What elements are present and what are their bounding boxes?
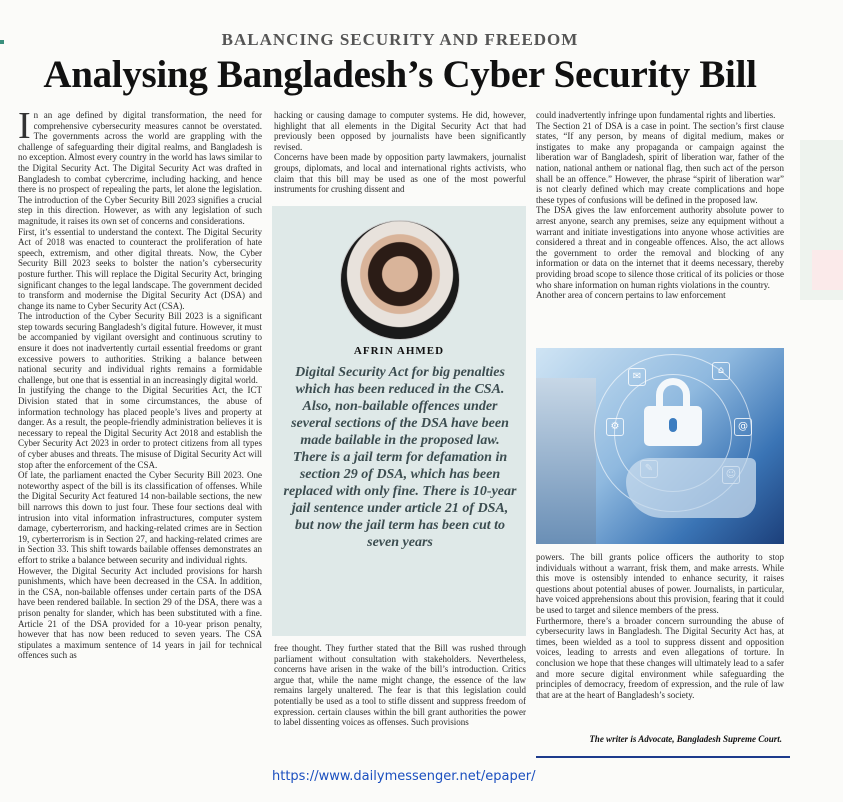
- hand-silhouette: [626, 458, 756, 518]
- article-paragraph: free thought. They further stated that the Bill was rushed through parliament without consultation with stakeholders. Nevertheless, concerns have arisen in the wake of the bill’s introduction. Critics argue that, while the name might change, the essence of the law remains largely unaltered. The fear is that this legislation could potentially be used as a tool to stifle dissent and suppress freedom of expression. certain clauses within the bill grant authorities the power to label dissenting voices as offenses. Such provisions: [274, 643, 526, 728]
- author-photo: [340, 220, 460, 340]
- cart-icon: ⌂: [712, 362, 730, 380]
- article-column-1: [18, 110, 262, 743]
- byline-underline: [536, 756, 790, 758]
- article-paragraph: The Section 21 of DSA is a case in point. The section’s first clause states, “If any person, by means of digital medium, makes or instigates to make any propaganda or campaign against the liberation war of Bangladesh, spirit of liberation war, father of the nation, national anthem or national flag, then such act of the person shall be an offence.” However, the phrase “spirit of liberation war” is not clearly defined which may create complications and hope these types of confusions will be defined in the proposed law.: [536, 120, 784, 205]
- article-paragraph: Furthermore, there’s a broader concern surrounding the abuse of cybersecurity laws in Bangladesh. The Digital Security Act has, at times, been wielded as a tool to suppress dissent and opposition voices, leading to arrests and even allegations of torture. In conclusion we hope that these changes will ultimately lead to a safer and more secure digital environment while safeguarding the principles of democracy, freedom of expression, and the rule of law that are at the heart of Bangladesh’s society.: [536, 615, 784, 700]
- article-kicker: BALANCING SECURITY AND FREEDOM: [221, 30, 579, 49]
- adjacent-page-edge-tint: [812, 250, 843, 290]
- article-column-2-top: [274, 110, 526, 210]
- article-paragraph: In an age defined by digital transformation, the need for comprehensive cybersecurity measures cannot be overstated. The governments across the world are grappling with the challenge of safeguarding their digital realms, and Bangladesh is no exception. Almost every country in the world has laws similar to the Digital Security Act. The Digital Security Act was drafted in Bangladesh to combat cybercrime, including hacking, and hence there is no prospect of repealing the parts, let alone the legislation. The introduction of the Cyber Security Bill 2023 signifies a crucial step in this direction. However, as with any legislation of such magnitude, it raises its own set of concerns and considerations.: [18, 110, 262, 226]
- article-headline: Analysing Bangladesh’s Cyber Security Bill: [43, 53, 757, 96]
- author-name: AFRIN AHMED: [353, 345, 445, 357]
- gear-icon: ⚙: [606, 418, 624, 436]
- article-column-3-top: [536, 110, 784, 346]
- source-link[interactable]: https://www.dailymessenger.net/epaper/: [272, 769, 536, 784]
- author-byline: The writer is Advocate, Bangladesh Supreme Court.: [589, 734, 782, 744]
- article-paragraph: However, the Digital Security Act included provisions for harsh punishments, which have been decreased in the CSA. In addition, in the CSA, non-bailable offenses under certain parts of the DSA have been rendered bailable. In section 29 of the DSA, there was a prison penalty for slander, which has been substituted with a fine. Article 21 of the DSA provided for a 10-year prison penalty, however that has now been reduced to seven years. The CSA stipulates a maximum sentence of 14 years in jail for technical offences such as: [18, 565, 262, 661]
- article-paragraph: The DSA gives the law enforcement authority absolute power to arrest anyone, search any premises, seize any equipment without a warrant and initiate investigations into anyone whose activities are considered a threat and in congeable offences. Also, the act allows the government to order the removal and blocking of any information or data on the internet that it deems necessary, thereby providing broad scope to silence those critical of its policies or those who share information on human rights violations in the country.: [536, 205, 784, 290]
- article-column-3-bottom: [536, 552, 784, 727]
- drop-cap: I: [18, 110, 31, 147]
- pull-quote: Digital Security Act for big penalties which has been reduced in the CSA. Also, non-bailable offences under several sections of the DSA have been made bailable in the proposed law. There is a jail term for defamation in section 29 of DSA, which has been replaced with only fine. There is 10-year jail sentence under article 21 of DSA, but now the jail term has been cut to seven years: [283, 365, 517, 550]
- article-column-2-bottom: [274, 643, 526, 743]
- article-paragraph: hacking or causing damage to computer systems. He did, however, highlight that all elements in the Digital Security Act that had previously been opposed by journalists have been significantly revised.: [274, 110, 526, 152]
- article-paragraph: The introduction of the Cyber Security Bill 2023 is a significant step towards securing Bangladesh’s digital future. However, it must be accompanied by vigilant oversight and continuous scrutiny to ensure it does not inadvertently curtail essential freedoms or grant excessive powers to authorities. Striking a balance between national security and individual rights remains a formidable challenge, but one that is essential in an increasingly digital world.: [18, 311, 262, 385]
- at-sign-icon: @: [734, 418, 752, 436]
- article-paragraph: powers. The bill grants police officers the authority to stop individuals without a warrant, frisk them, and make arrests. While this move is ostensibly intended to enhance security, it raises questions about potential abuses of power. Journalists, in particular, have voiced apprehensions about this provision, fearing that it could be used to target and silence members of the press.: [536, 552, 784, 615]
- article-paragraph: First, it’s essential to understand the context. The Digital Security Act of 2018 was enacted to counteract the proliferation of hate speech, extremism, and other digital threats. Now, the Cyber Security Bill 2023 seeks to bolster the nation’s cybersecurity posture further. This will replace the Digital Security Act, bringing significant changes to the legal landscape. The government decided to transform and modernise the Digital Security Act (DSA) and change its name to Cyber Security Act (CSA).: [18, 226, 262, 311]
- article-paragraph: could inadvertently infringe upon fundamental rights and liberties.: [536, 110, 776, 120]
- article-paragraph: Another area of concern pertains to law enforcement: [536, 290, 726, 301]
- article-paragraph: In justifying the change to the Digital Securities Act, the ICT Division stated that in some circumstances, the abuse of information technology has placed people’s lives and property at danger. As a result, the people-friendly administration believes it is necessary to repeal the Digital Security Act 2018 and establish the Cyber Security Act 2023 in order to protect citizens from all types of cyber abuses and threats. The misuse of Digital Security Act will stop after the enforcement of the CSA.: [18, 385, 262, 470]
- article-paragraph: Concerns have been made by opposition party lawmakers, journalist groups, diplomats, and local and international rights activists, who claim that this bill may be used as one of the most powerful instruments for crushing dissent and: [274, 152, 526, 195]
- email-icon: ✉: [628, 368, 646, 386]
- article-paragraph: Of late, the parliament enacted the Cyber Security Bill 2023. One noteworthy aspect of the bill is its classification of offenses. While the Digital Security Act featured 14 non-bailable sections, the new bill narrows this down to just four. These four sections deal with intrusion into vital information infrastructures, computer system damage, cyberterrorism, and hacking-related crimes are in Section 19, cyberterrorism is in Section 27, and hacking-related crimes are in Section 33. This shift towards bailable offenses demonstrates an effort to strike a balance between security and individual rights.: [18, 470, 262, 565]
- person-silhouette: [536, 378, 596, 544]
- cyber-security-illustration: [536, 348, 784, 544]
- padlock-icon: [644, 378, 702, 444]
